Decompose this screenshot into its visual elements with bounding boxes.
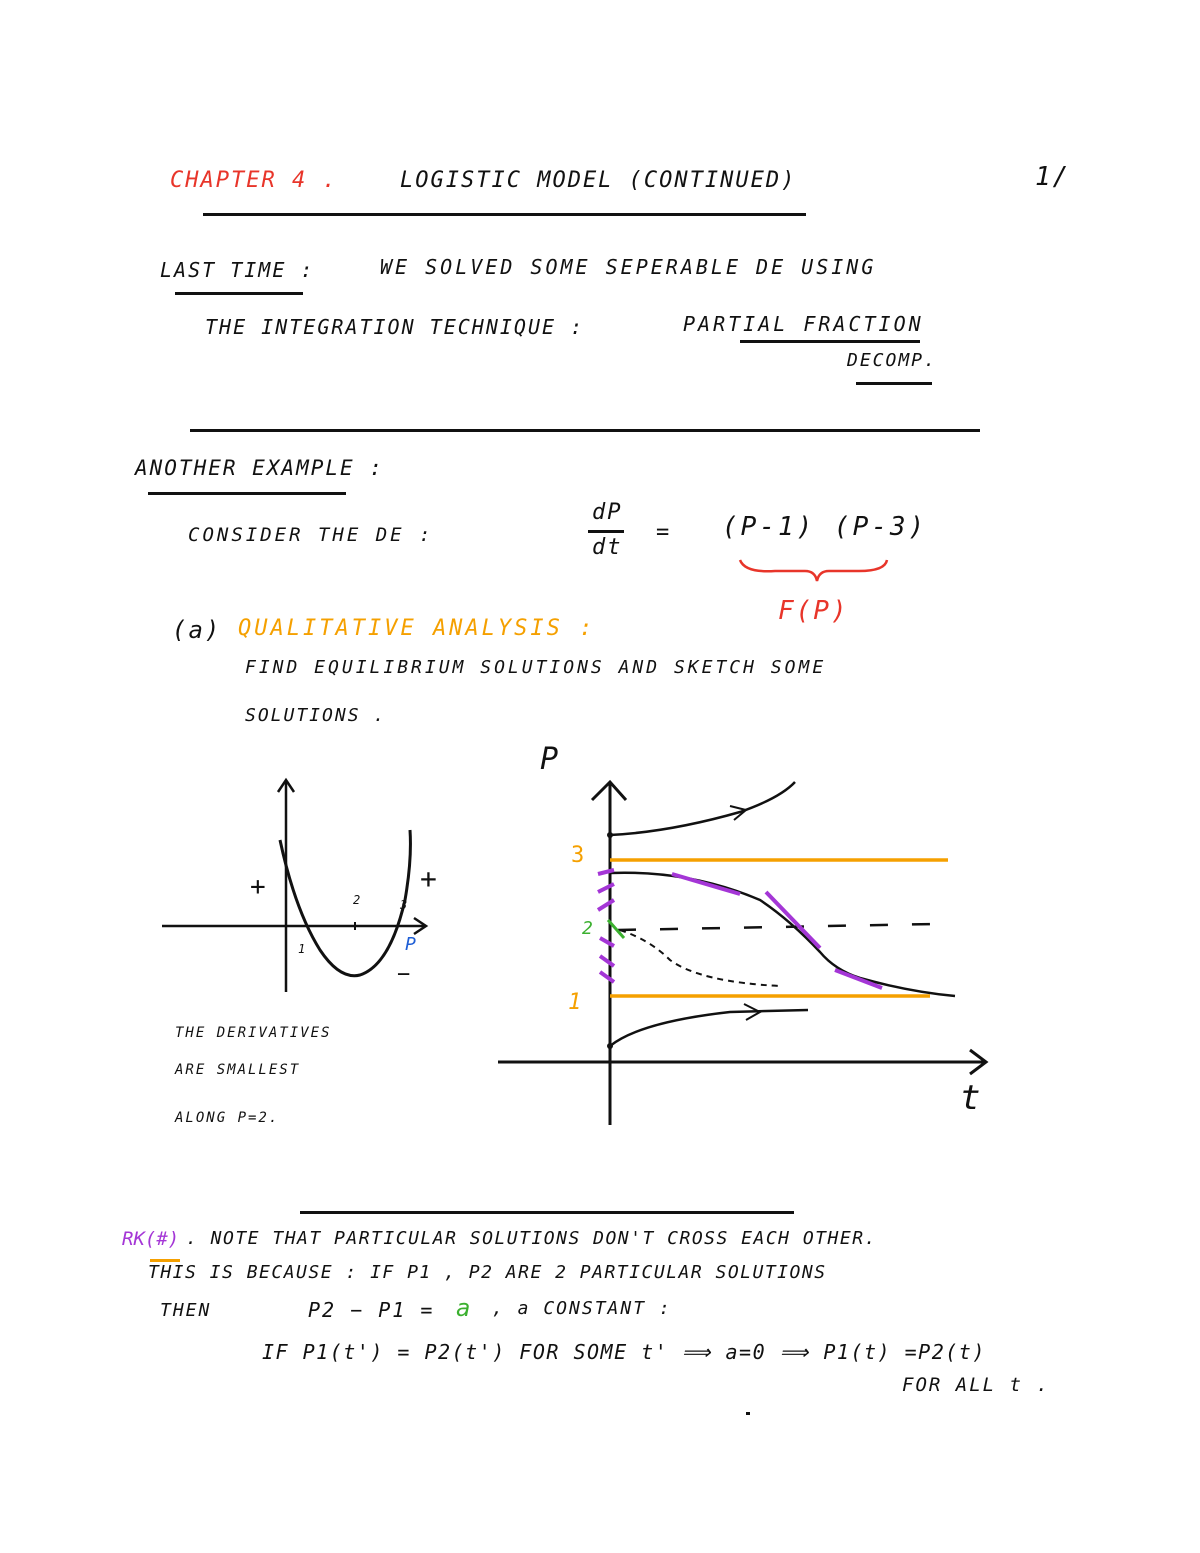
derivative-note-2: ARE SMALLEST [175,1062,301,1078]
page-number: 1/ [1035,162,1071,192]
remark-line3-constant: , a CONSTANT : [492,1298,672,1319]
underbrace [735,555,895,585]
tick-label-3: 3 [400,898,410,912]
technique-decomp: DECOMP. [847,350,937,371]
solution-curve-dashdot [620,930,780,986]
section-rule [190,429,980,432]
slope-field-marks [598,870,882,988]
qualitative-analysis-title: QUALITATIVE ANALYSIS : [238,616,596,641]
remark-line1: . NOTE THAT PARTICULAR SOLUTIONS DON'T CROSS EACH OTHER. [186,1228,877,1249]
remark-rule [300,1211,794,1214]
remark-line3-a: a [456,1294,473,1322]
solution-curve-between [610,873,955,996]
right-axis-label-t: t [960,1078,983,1118]
level-label-2: 2 [582,918,595,939]
derivative-note-3: ALONG P=2. [175,1110,280,1126]
de-right-hand-side: (P-1) (P-3) [722,512,928,542]
decomp-underline [856,382,932,385]
header-rule [203,213,806,216]
part-a-line2: SOLUTIONS . [245,705,387,726]
minus-sign: − [397,962,413,987]
tick-label-2: 2 [353,893,363,907]
level-label-1: 1 [568,990,584,1015]
right-plus-sign: + [420,862,439,895]
remark-tag: RK(#) [122,1228,180,1250]
last-time-line2: THE INTEGRATION TECHNIQUE : [205,315,585,339]
last-time-label: LAST TIME : [160,258,315,282]
equals-sign: = [656,520,672,545]
left-plus-sign: + [250,872,268,902]
level-label-3: 3 [571,843,587,868]
f-of-p-label: F(P) [778,596,849,626]
derivative-numerator: dP [592,500,623,525]
chapter-heading: CHAPTER 4 . [170,168,338,193]
part-a-label: (a) [172,616,222,644]
tick-label-1: 1 [298,942,308,956]
remark-line5: FOR ALL t . [902,1374,1050,1396]
remark-line3-then: THEN [160,1300,212,1321]
last-time-line1: WE SOLVED SOME SEPERABLE DE USING [380,255,877,279]
solution-curve-above-3 [610,782,795,835]
solution-curves-graph [490,770,1010,1150]
part-a-line1: FIND EQUILIBRIUM SOLUTIONS AND SKETCH SOME [245,657,827,678]
consider-text: CONSIDER THE DE : [188,524,434,546]
page-title: LOGISTIC MODEL (CONTINUED) [400,168,797,193]
example-underline [148,492,346,495]
left-axis-label-p: P [405,934,418,955]
derivative-denominator: dt [592,535,623,560]
fraction-bar [588,530,624,533]
example-heading: ANOTHER EXAMPLE : [135,456,384,480]
remark-line2: THIS IS BECAUSE : IF P1 , P2 ARE 2 PARTICULAR SOLUTIONS [148,1262,827,1283]
technique-partial-fraction: PARTIAL FRACTION [683,312,924,336]
stray-dot [746,1412,750,1415]
remark-line3-difference: P2 − P1 = [308,1298,435,1322]
equilibrium-line-p2-dashed [618,924,935,930]
right-axis-label-p: P [540,742,561,777]
derivative-note-1: THE DERIVATIVES [175,1025,332,1041]
last-time-underline [175,292,303,295]
solution-curve-below-1 [610,1010,808,1046]
remark-line4: IF P1(t') = P2(t') FOR SOME t' ⟹ a=0 ⟹ P1(t) =P2(t) [262,1340,986,1364]
technique-underline [740,340,920,343]
